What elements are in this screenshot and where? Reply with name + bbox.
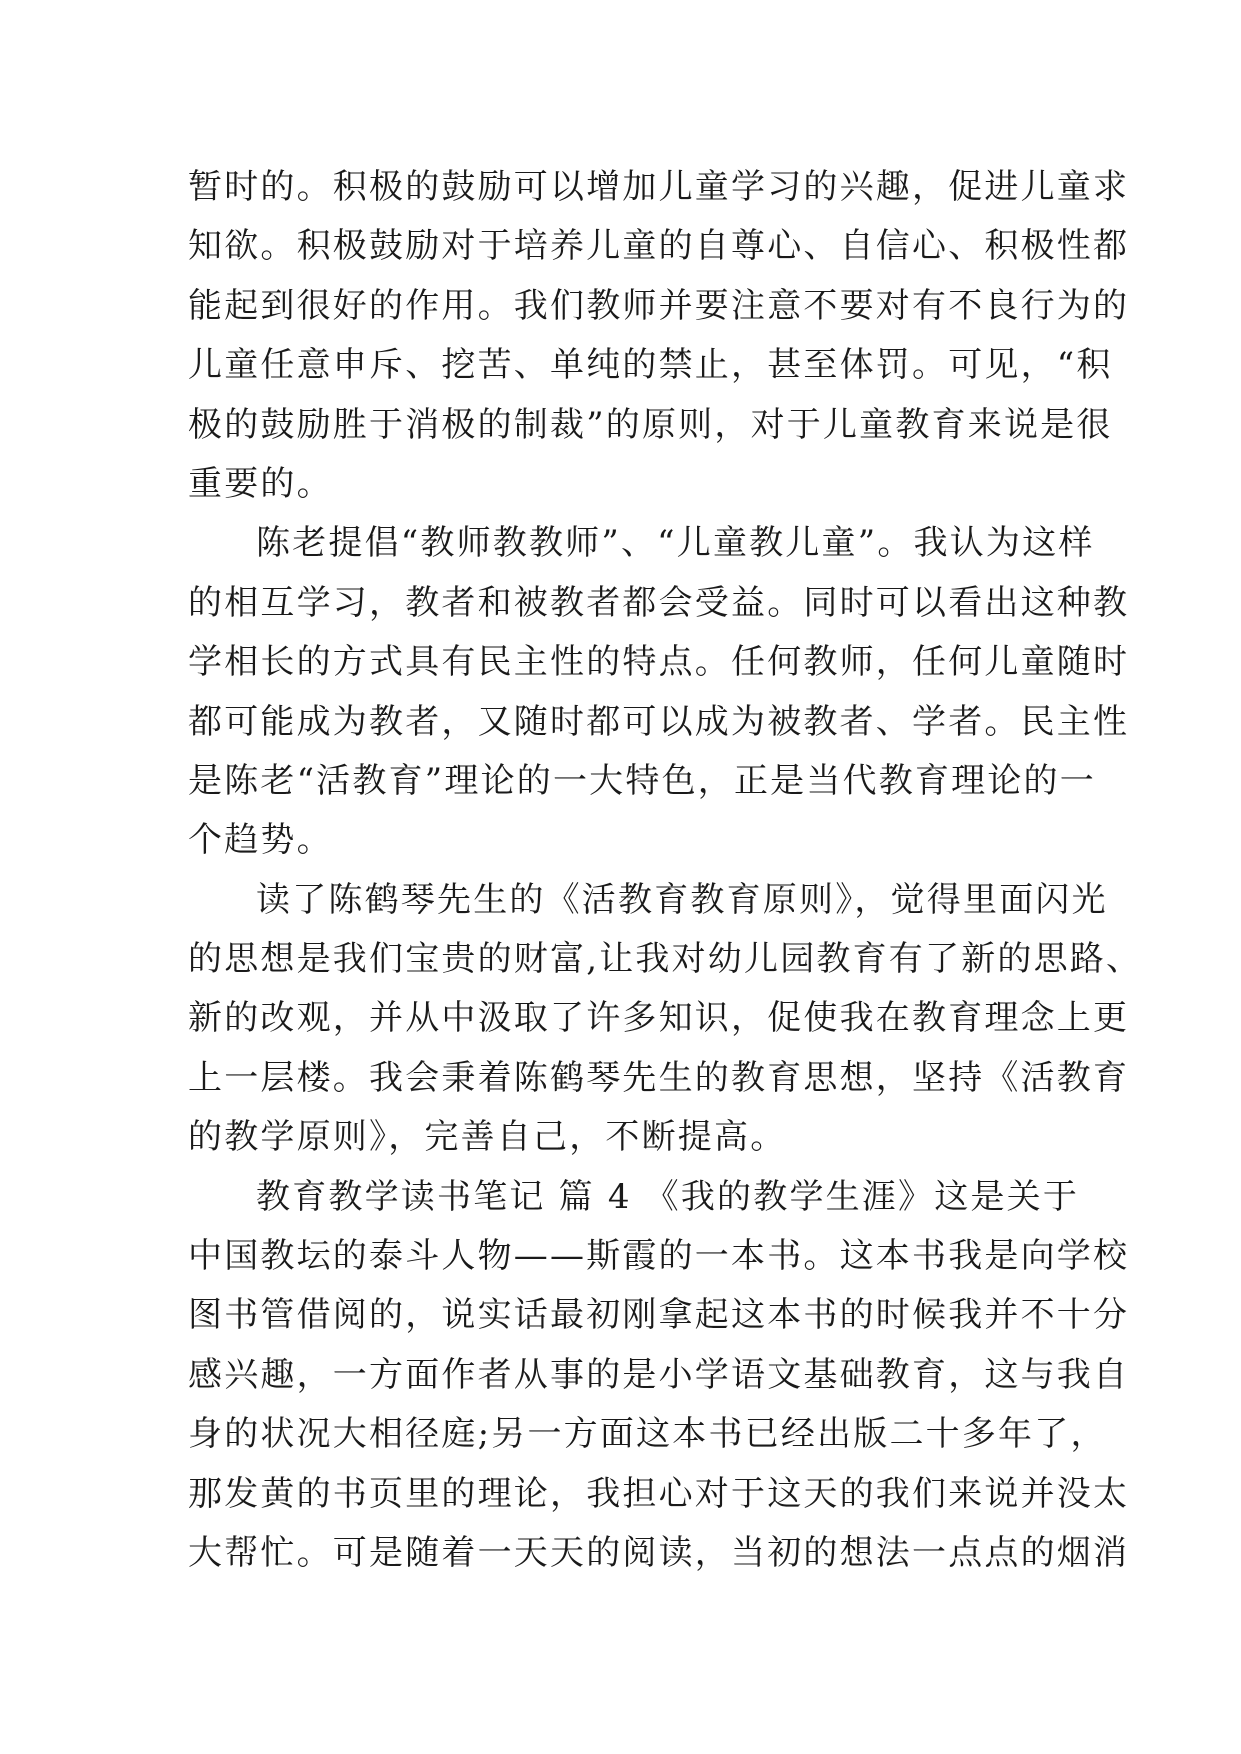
text-line: 感兴趣，一方面作者从事的是小学语文基础教育，这与我自 <box>188 1354 1130 1395</box>
text-line: 学相长的方式具有民主性的特点。任何教师，任何儿童随时 <box>188 642 1130 683</box>
text-line: 能起到很好的作用。我们教师并要注意不要对有不良行为的 <box>188 285 1130 326</box>
text-line: 个趋势。 <box>188 820 333 861</box>
text-line: 儿童任意申斥、挖苦、单纯的禁止，甚至体罚。可见，“积 <box>188 345 1113 386</box>
text-line: 的思想是我们宝贵的财富,让我对幼儿园教育有了新的思路、 <box>188 939 1143 980</box>
text-line: 图书管借阅的，说实话最初刚拿起这本书的时候我并不十分 <box>188 1295 1130 1336</box>
text-line: 重要的。 <box>188 463 333 504</box>
body-text <box>188 158 1143 1583</box>
text-line: 上一层楼。我会秉着陈鹤琴先生的教育思想，坚持《活教育 <box>188 1057 1130 1098</box>
text-line: 那发黄的书页里的理论，我担心对于这天的我们来说并没太 <box>188 1473 1130 1514</box>
text-line: 新的改观，并从中汲取了许多知识，促使我在教育理念上更 <box>188 998 1130 1039</box>
text-line: 中国教坛的泰斗人物——斯霞的一本书。这本书我是向学校 <box>188 1236 1130 1277</box>
text-line: 身的状况大相径庭;另一方面这本书已经出版二十多年了， <box>188 1414 1107 1455</box>
text-line: 暂时的。积极的鼓励可以增加儿童学习的兴趣，促进儿童求 <box>188 167 1130 207</box>
text-line: 的教学原则》，完善自己，不断提高。 <box>188 1117 787 1158</box>
text-line: 陈老提倡“教师教教师”、“儿童教儿童”。我认为这样 <box>256 523 1095 564</box>
text-line: 都可能成为教者，又随时都可以成为被教者、学者。民主性 <box>188 701 1130 742</box>
text-line: 是陈老“活教育”理论的一大特色，正是当代教育理论的一 <box>188 760 1096 801</box>
text-line: 知欲。积极鼓励对于培养儿童的自尊心、自信心、积极性都 <box>188 226 1130 267</box>
text-line: 教育教学读书笔记 篇 4 《我的教学生涯》这是关于 <box>256 1176 1080 1217</box>
text-line: 大帮忙。可是随着一天天的阅读，当初的想法一点点的烟消 <box>188 1532 1130 1573</box>
text-line: 读了陈鹤琴先生的《活教育教育原则》，觉得里面闪光 <box>256 879 1108 920</box>
text-line: 的相互学习，教者和被教者都会受益。同时可以看出这种教 <box>188 582 1130 623</box>
text-line: 极的鼓励胜于消极的制裁”的原则，对于儿童教育来说是很 <box>188 404 1113 445</box>
